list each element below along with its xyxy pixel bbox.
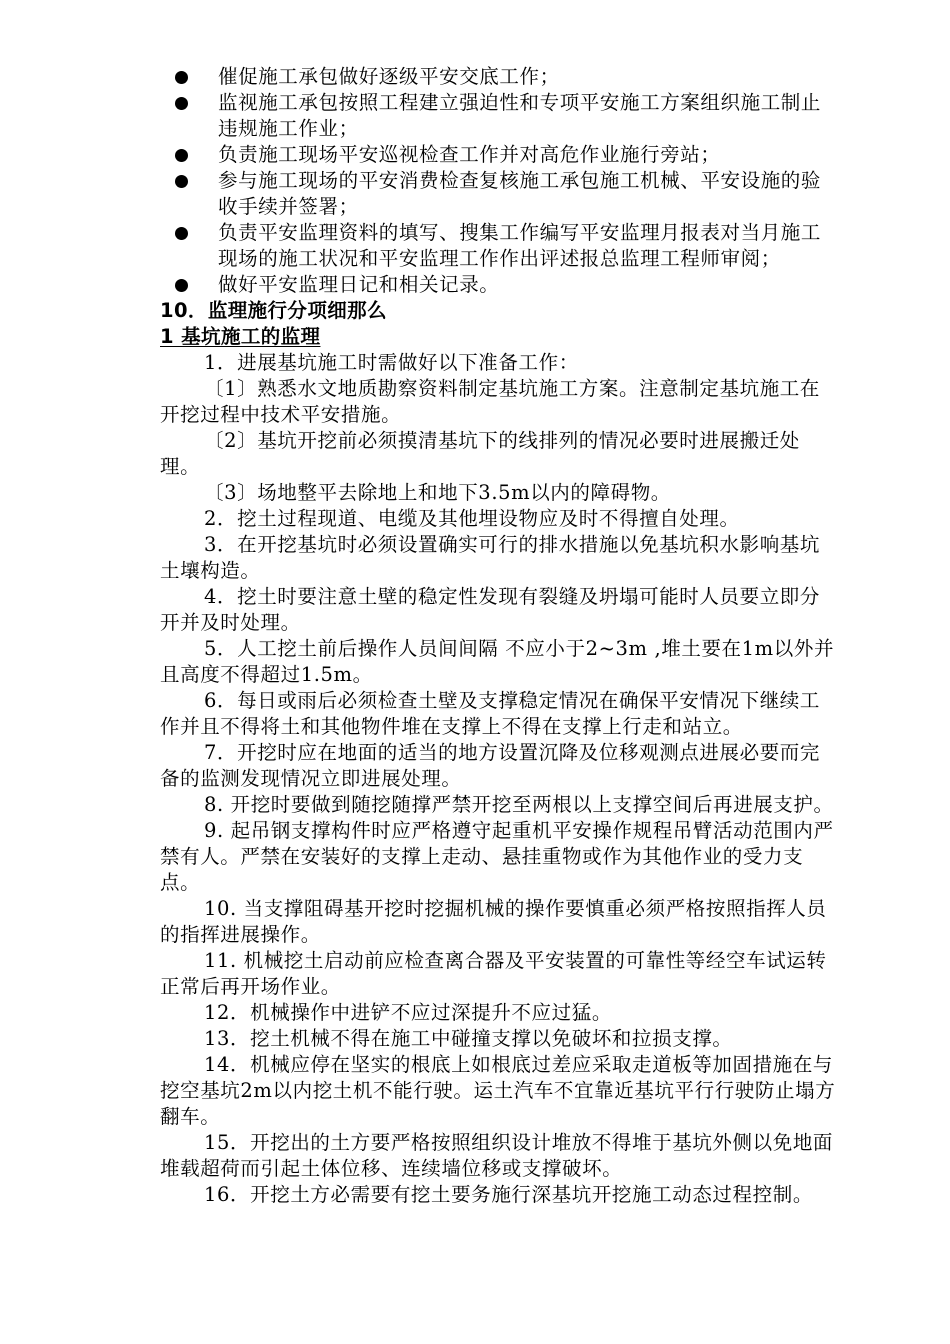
paragraph: 2．挖土过程现道、电缆及其他埋设物应及时不得擅自处理。 [204, 507, 740, 530]
paragraph: 12．机械操作中进铲不应过深提升不应过猛。 [204, 1001, 612, 1024]
section-heading: 10．监理施行分项细那么 [160, 299, 387, 322]
bullet-item [160, 142, 840, 168]
paragraph: 4．挖土时要注意土壁的稳定性发现有裂缝及坍塌可能时人员要立即分开并及时处理。 [160, 585, 821, 634]
duty-bullet-list [160, 64, 840, 298]
bullet-icon [175, 227, 188, 240]
paragraph: 14．机械应停在坚实的根底上如根底过差应采取走道板等加固措施在与挖空基坑2m以内挖土机不能行驶。运土汽车不宜靠近基坑平行行驶防止塌方翻车。 [160, 1053, 836, 1128]
bullet-text: 监视施工承包按照工程建立强迫性和专项平安施工方案组织施工制止违规施工作业； [218, 91, 822, 140]
bullet-text: 催促施工承包做好逐级平安交底工作； [218, 65, 560, 88]
paragraph: 9. 起吊钢支撑构件时应严格遵守起重机平安操作规程吊臂活动范围内严禁有人。严禁在安装好的支撑上走动、悬挂重物或作为其他作业的受力支点。 [160, 819, 834, 894]
subsection-heading: 1 基坑施工的监理 [160, 325, 321, 348]
bullet-text: 负责平安监理资料的填写、搜集工作编写平安监理月报表对当月施工现场的施工状况和平安监理工作作出评述报总监理工程师审阅； [218, 221, 822, 270]
paragraph: 〔1〕熟悉水文地质勘察资料制定基坑施工方案。注意制定基坑施工在开挖过程中技术平安措施。 [160, 377, 821, 426]
bullet-item [160, 64, 840, 90]
paragraph: 10. 当支撑阻碍基开挖时挖掘机械的操作要慎重必须严格按照指挥人员的指挥进展操作。 [160, 897, 827, 946]
paragraph: 5．人工挖土前后操作人员间间隔 不应小于2~3m ,堆土要在1m以外并且高度不得超过1.5m。 [160, 637, 835, 686]
paragraph: 11. 机械挖土启动前应检查离合器及平安装置的可靠性等经空车试运转正常后再开场作业。 [160, 949, 827, 998]
bullet-item [160, 220, 840, 272]
bullet-text: 参与施工现场的平安消费检查复核施工承包施工机械、平安设施的验收手续并签署； [218, 169, 822, 218]
bullet-icon [175, 71, 188, 84]
paragraph: 15．开挖出的土方要严格按照组织设计堆放不得堆于基坑外侧以免地面堆载超荷而引起土体位移、连续墙位移或支撑破坏。 [160, 1131, 834, 1180]
bullet-item [160, 168, 840, 220]
paragraph: 1．进展基坑施工时需做好以下准备工作： [204, 351, 579, 374]
document-page [160, 64, 840, 1208]
paragraph: 〔2〕基坑开挖前必须摸清基坑下的线排列的情况必要时进展搬迁处理。 [160, 429, 800, 478]
paragraph: 13．挖土机械不得在施工中碰撞支撑以免破坏和拉损支撑。 [204, 1027, 733, 1050]
bullet-icon [175, 149, 188, 162]
bullet-text: 负责施工现场平安巡视检查工作并对高危作业施行旁站； [218, 143, 721, 166]
paragraph: 3．在开挖基坑时必须设置确实可行的排水措施以免基坑积水影响基坑土壤构造。 [160, 533, 821, 582]
paragraph: 8. 开挖时要做到随挖随撑严禁开挖至两根以上支撑空间后再进展支护。 [204, 793, 834, 816]
paragraph: 16．开挖土方必需要有挖土要务施行深基坑开挖施工动态过程控制。 [204, 1183, 813, 1206]
bullet-text: 做好平安监理日记和相关记录。 [218, 273, 500, 296]
paragraph: 7．开挖时应在地面的适当的地方设置沉降及位移观测点进展必要而完备的监测发现情况立即进展处理。 [160, 741, 821, 790]
paragraph: 〔3〕场地整平去除地上和地下3.5m以内的障碍物。 [204, 481, 671, 504]
paragraph: 6．每日或雨后必须检查土壁及支撑稳定情况在确保平安情况下继续工作并且不得将土和其他物件堆在支撑上不得在支撑上行走和站立。 [160, 689, 821, 738]
bullet-icon [175, 175, 188, 188]
bullet-icon [175, 279, 188, 292]
bullet-item [160, 272, 840, 298]
bullet-icon [175, 97, 188, 110]
bullet-item [160, 90, 840, 142]
